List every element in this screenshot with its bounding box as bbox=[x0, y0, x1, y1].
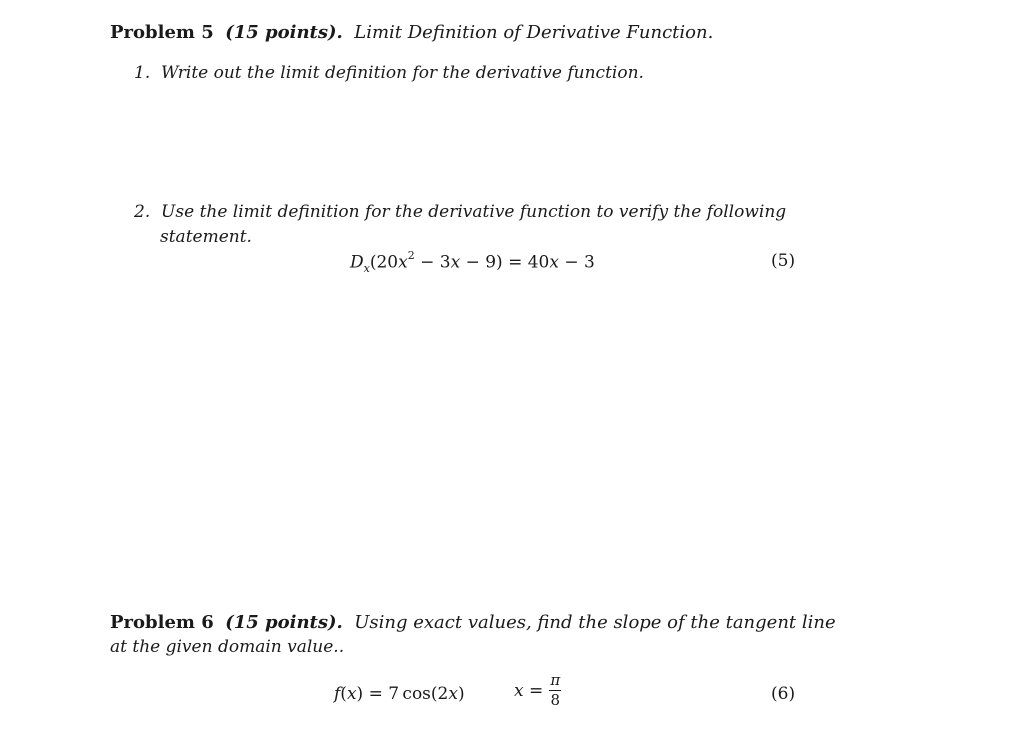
problem-5-points: (15 points). bbox=[225, 22, 343, 43]
problem-5-item-1 bbox=[134, 63, 644, 83]
problem-5-label: Problem 5 bbox=[110, 22, 214, 43]
equation-5-number: (5) bbox=[771, 251, 796, 271]
problem-5-item-2 bbox=[134, 202, 786, 222]
problem-6-heading bbox=[110, 612, 836, 633]
item-1-text: Write out the limit definition for the derivative function. bbox=[161, 63, 644, 83]
item-2-number: 2. bbox=[134, 202, 151, 222]
problem-6-label: Problem 6 bbox=[110, 612, 214, 633]
equation-6-domain-value: x = $\frac{\pi}{8}$ bbox=[514, 671, 561, 709]
equation-6-number: (6) bbox=[771, 684, 796, 704]
problem-5-heading bbox=[110, 22, 713, 43]
pi-over-8-fraction: $\frac{\pi}{8}$ bbox=[550, 671, 561, 709]
equation-5: $D_x(20x^2 - 3x - 9) = 40x - 3$ bbox=[350, 249, 595, 276]
item-2-text-line-2: statement. bbox=[160, 227, 252, 247]
item-1-number: 1. bbox=[134, 63, 151, 83]
equation-6-function: f(x) = 7 cos(2x) bbox=[334, 684, 465, 704]
problem-6-text-line-2: at the given domain value.. bbox=[110, 637, 345, 657]
problem-6-points: (15 points). bbox=[225, 612, 343, 633]
problem-5-title: Limit Definition of Derivative Function. bbox=[354, 22, 714, 43]
problem-6-text-line-1: Using exact values, find the slope of the tangent line bbox=[354, 612, 836, 633]
item-2-text-line-1: Use the limit definition for the derivative function to verify the following bbox=[161, 202, 787, 222]
